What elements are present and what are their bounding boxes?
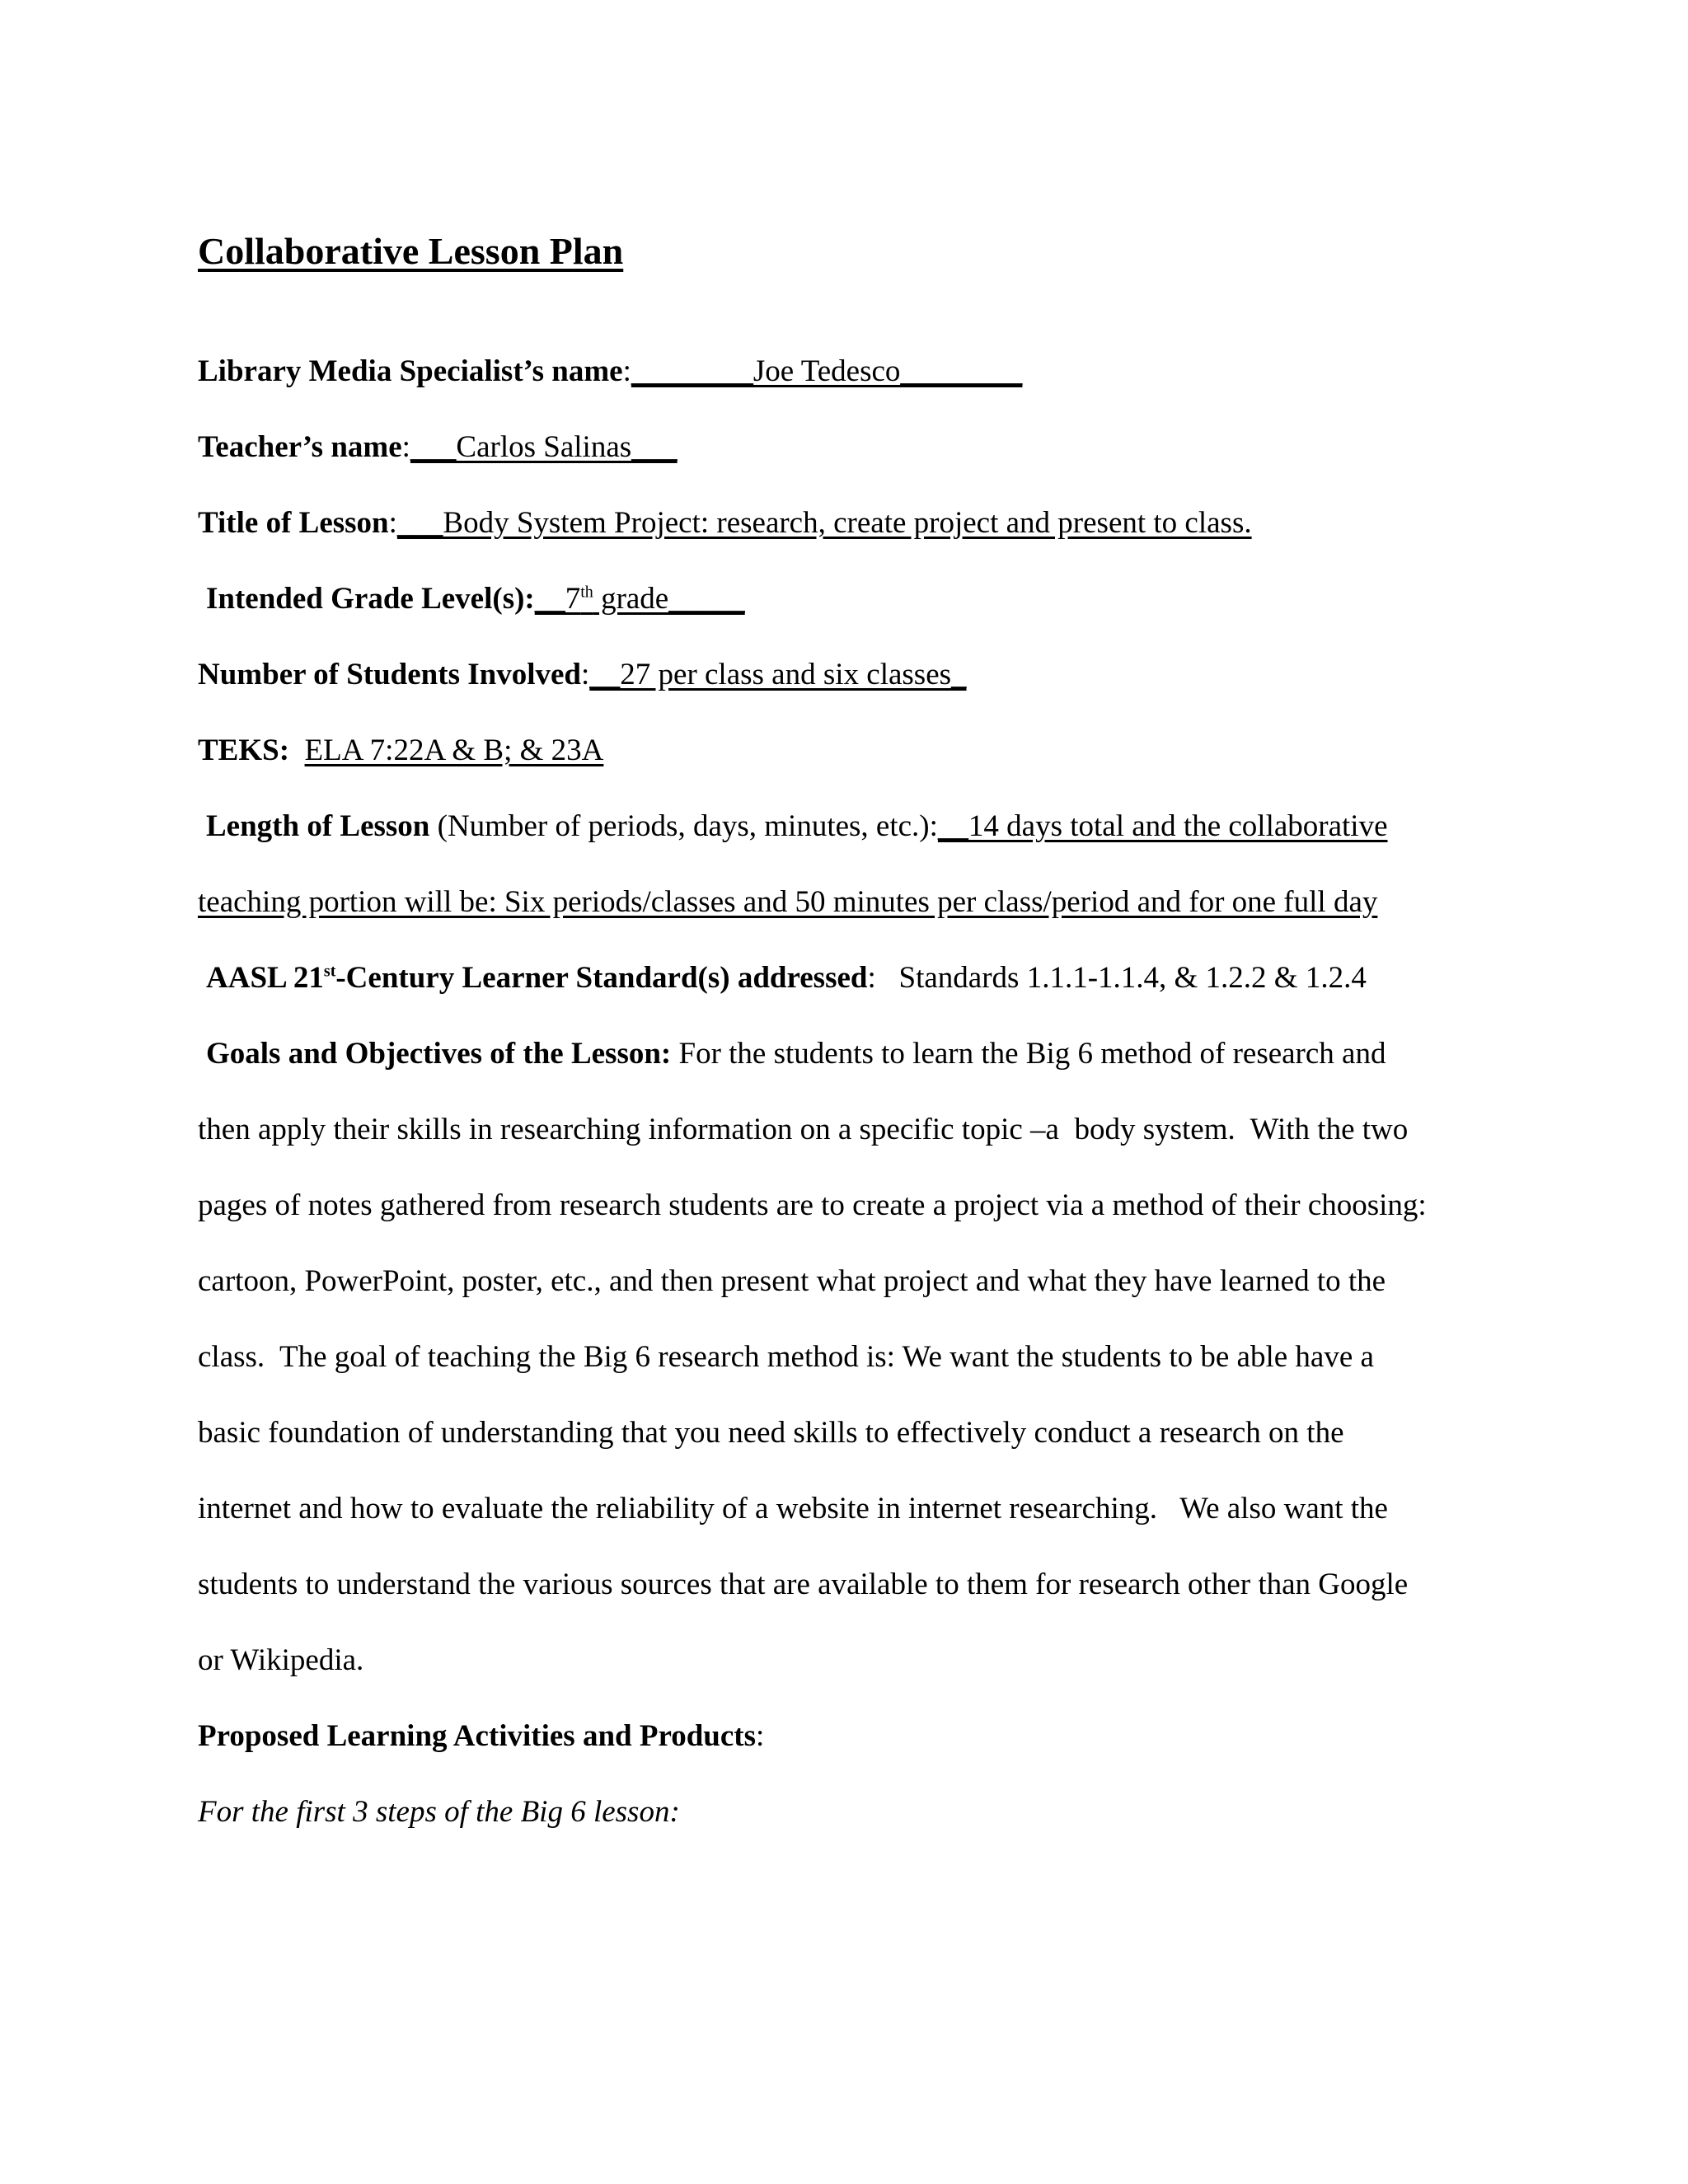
lms-name-label: Library Media Specialist’s name: [198, 354, 623, 388]
length-label: Length of Lesson: [206, 809, 430, 843]
students-row: [198, 659, 967, 690]
grade-level-value-pre: __7: [534, 582, 581, 616]
length-value-line1: __14 days total and the collaborative: [937, 809, 1388, 843]
aasl-ordinal: st: [323, 962, 336, 981]
students-colon: :: [580, 658, 590, 691]
length-row-continued: [198, 887, 1377, 917]
lesson-title-label: Title of Lesson: [198, 506, 389, 540]
goals-line-1: For the students to learn the Big 6 method of research and: [671, 1037, 1386, 1071]
teks-value: ELA 7:22A & B; & 23A: [304, 733, 604, 767]
lms-name-row: [198, 356, 1022, 387]
aasl-colon: :: [867, 961, 876, 995]
teacher-name-colon: :: [401, 430, 410, 464]
goals-label: Goals and Objectives of the Lesson:: [206, 1037, 672, 1071]
aasl-label: [206, 961, 867, 995]
lms-name-colon: :: [622, 354, 631, 388]
activities-label: Proposed Learning Activities and Products: [198, 1719, 757, 1753]
grade-level-value-post: grade_____: [593, 582, 745, 616]
grade-level-value: [535, 582, 745, 616]
grade-level-label: Intended Grade Level(s):: [206, 582, 535, 616]
aasl-value: Standards 1.1.1-1.1.4, & 1.2.2 & 1.2.4: [875, 961, 1367, 995]
students-value: __27 per class and six classes_: [589, 658, 967, 691]
length-row: [206, 811, 1388, 841]
teacher-name-row: [198, 432, 678, 462]
length-note: (Number of periods, days, minutes, etc.):: [429, 809, 938, 843]
teacher-name-value: ___Carlos Salinas___: [410, 430, 678, 464]
grade-level-row: [206, 583, 745, 614]
goals-line-3: pages of notes gathered from research students are to create a project via a method of their choosing:: [198, 1188, 1427, 1222]
goals-line-8: students to understand the various sources that are available to them for research other than Google: [198, 1568, 1409, 1601]
goals-line-7: internet and how to evaluate the reliability of a website in internet researching. We also want the: [198, 1492, 1388, 1526]
lesson-title-row: [198, 508, 1252, 538]
goals-line-5: class. The goal of teaching the Big 6 research method is: We want the students to be able have a: [198, 1340, 1374, 1374]
goals-line-4: cartoon, PowerPoint, poster, etc., and then present what project and what they have learned to the: [198, 1264, 1386, 1298]
length-value-line2: teaching portion will be: Six periods/classes and 50 minutes per class/period and for one full day: [198, 885, 1378, 919]
goals-row: [206, 1038, 1386, 1069]
lms-name-value: ________Joe Tedesco________: [631, 354, 1023, 388]
aasl-row: [206, 963, 1367, 993]
goals-line-6: basic foundation of understanding that you need skills to effectively conduct a research on the: [198, 1416, 1344, 1450]
goals-line-2: then apply their skills in researching information on a specific topic –a body system. With the two: [198, 1113, 1409, 1146]
teks-label: TEKS:: [198, 733, 290, 767]
students-label: Number of Students Involved: [198, 658, 581, 691]
activities-colon: :: [756, 1719, 765, 1753]
aasl-label-post: -Century Learner Standard(s) addressed: [335, 961, 868, 995]
document-title: Collaborative Lesson Plan: [198, 230, 624, 272]
goals-line-9: or Wikipedia.: [198, 1643, 364, 1677]
lesson-title-value: ___Body System Project: research, create project and present to class.: [396, 506, 1252, 540]
teacher-name-label: Teacher’s name: [198, 430, 402, 464]
teks-row: [198, 735, 603, 766]
first-steps-heading: For the first 3 steps of the Big 6 lesson:: [198, 1795, 680, 1829]
lesson-title-colon: :: [388, 506, 397, 540]
activities-row: [198, 1721, 764, 1751]
aasl-label-pre: AASL 21: [206, 961, 324, 995]
grade-level-ordinal: th: [580, 583, 593, 602]
